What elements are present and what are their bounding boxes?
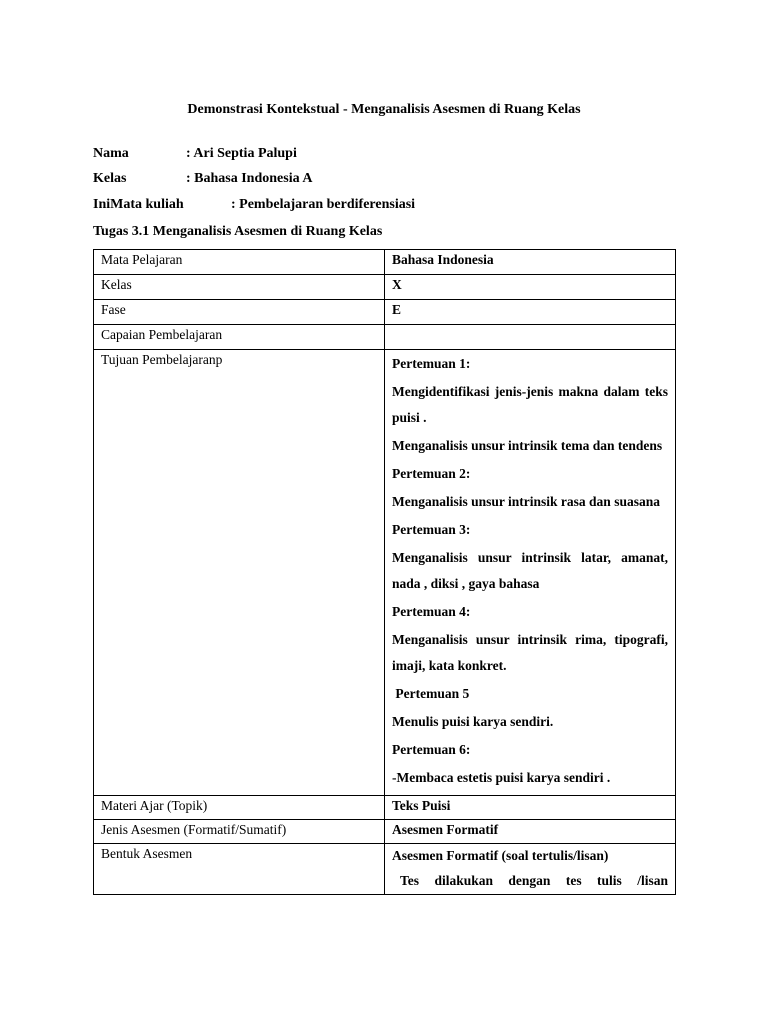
objective-text: Menganalisis unsur intrinsik latar, amanat, nada , diksi , gaya bahasa bbox=[392, 550, 668, 591]
meeting-heading: Pertemuan 2: bbox=[392, 466, 471, 481]
info-nama bbox=[93, 146, 297, 162]
objective-text: -Membaca estetis puisi karya sendiri . bbox=[392, 770, 611, 785]
info-value: : Ari Septia Palupi bbox=[186, 146, 297, 161]
meeting-heading: Pertemuan 4: bbox=[392, 604, 471, 619]
info-mata-kuliah bbox=[93, 197, 416, 213]
row-value-bentuk bbox=[385, 844, 676, 895]
row-value: Asesmen Formatif bbox=[385, 820, 676, 844]
info-label: IniMata kuliah bbox=[93, 197, 184, 212]
meeting-heading: Pertemuan 5 bbox=[392, 686, 470, 701]
table-row bbox=[94, 796, 676, 820]
row-label: Fase bbox=[94, 300, 385, 325]
table-row bbox=[94, 325, 676, 350]
table-row-bentuk bbox=[94, 844, 676, 895]
row-value: Bahasa Indonesia bbox=[385, 250, 676, 275]
table-row bbox=[94, 275, 676, 300]
objective-text: Mengidentifikasi jenis-jenis makna dalam teks puisi . bbox=[392, 384, 668, 425]
task-heading: Tugas 3.1 Menganalisis Asesmen di Ruang Kelas bbox=[93, 224, 383, 239]
assessment-description: Tes dilakukan dengan tes tulis /lisan bbox=[400, 873, 668, 888]
row-label: Bentuk Asesmen bbox=[94, 844, 385, 895]
info-label: Kelas bbox=[93, 171, 127, 186]
assessment-table bbox=[93, 249, 676, 895]
row-label: Tujuan Pembelajaranp bbox=[94, 350, 385, 796]
meeting-heading: Pertemuan 1: bbox=[392, 356, 471, 371]
objective-text: Menganalisis unsur intrinsik tema dan tendens bbox=[392, 438, 663, 453]
assessment-form: Asesmen Formatif (soal tertulis/lisan) bbox=[392, 848, 609, 863]
table-row bbox=[94, 820, 676, 844]
row-value bbox=[385, 325, 676, 350]
row-label: Mata Pelajaran bbox=[94, 250, 385, 275]
info-value: : Pembelajaran berdiferensiasi bbox=[231, 197, 416, 212]
row-value: E bbox=[385, 300, 676, 325]
info-value: : Bahasa Indonesia A bbox=[186, 171, 313, 186]
row-label: Kelas bbox=[94, 275, 385, 300]
row-label: Jenis Asesmen (Formatif/Sumatif) bbox=[94, 820, 385, 844]
table-row bbox=[94, 250, 676, 275]
document-title: Demonstrasi Kontekstual - Menganalisis Asesmen di Ruang Kelas bbox=[187, 102, 581, 117]
info-label: Nama bbox=[93, 146, 129, 161]
table-row bbox=[94, 300, 676, 325]
row-label: Capaian Pembelajaran bbox=[94, 325, 385, 350]
row-value: Teks Puisi bbox=[385, 796, 676, 820]
objective-text: Menulis puisi karya sendiri. bbox=[392, 714, 554, 729]
row-label: Materi Ajar (Topik) bbox=[94, 796, 385, 820]
objective-text: Menganalisis unsur intrinsik rasa dan suasana bbox=[392, 494, 660, 509]
meeting-heading: Pertemuan 3: bbox=[392, 522, 471, 537]
meeting-heading: Pertemuan 6: bbox=[392, 742, 471, 757]
row-value-tujuan bbox=[385, 350, 676, 796]
objective-text: Menganalisis unsur intrinsik rima, tipografi, imaji, kata konkret. bbox=[392, 632, 668, 673]
table-row-tujuan bbox=[94, 350, 676, 796]
row-value: X bbox=[385, 275, 676, 300]
info-kelas bbox=[93, 171, 313, 187]
